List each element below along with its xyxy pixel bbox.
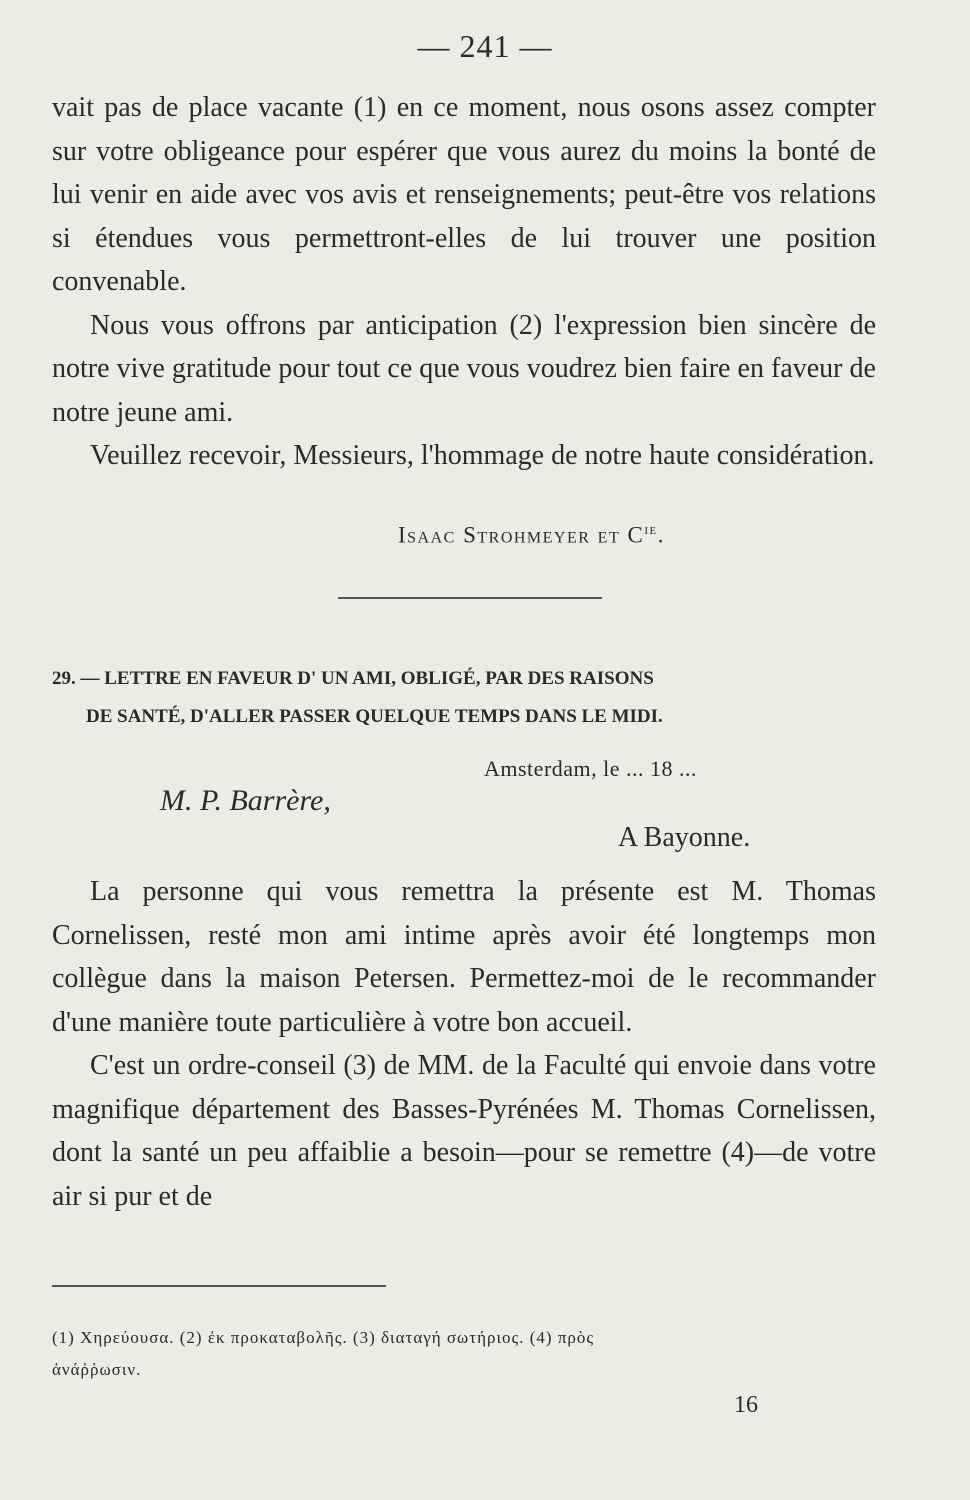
letter1-paragraph-1: vait pas de place vacante (1) en ce moment, nous osons assez compter sur votre obligeance pour espérer que vous aurez du moins la bonté de lui venir en aide avec vos avis et renseignements; peut-être vos relations si étendues vous permettront-elles de lui trouver une position convenable. — [52, 92, 876, 297]
letter2-paragraph-1: La personne qui vous remettra la présente est M. Thomas Cornelissen, resté mon ami intime après avoir été longtemps mon collègue dans la maison Petersen. Permettez-moi de le recommander d'une manière toute particulière à votre bon accueil. — [52, 876, 876, 1038]
page-number-top: — 241 — — [417, 28, 553, 64]
letter2-city: A Bayonne. — [618, 822, 751, 853]
letter1-signature — [398, 522, 665, 549]
footnote-line-1: (1) Χηρεύουσα. (2) ἐκ προκαταβολῆς. (3) διαταγή σωτήριος. (4) πρὸς — [52, 1328, 595, 1347]
letter1-body — [52, 86, 876, 478]
signature-superscript: ie — [644, 522, 658, 538]
footnote-line-2: ἀνάῤῥωσιν. — [52, 1360, 142, 1379]
letter1-paragraph-2: Nous vous offrons par anticipation (2) l'expression bien sincère de notre vive gratitude pour tout ce que vous voudrez bien faire en faveur de notre jeune ami. — [52, 309, 876, 428]
letter2-heading-line-2: DE SANTÉ, D'ALLER PASSER QUELQUE TEMPS DANS LE MIDI. — [86, 706, 663, 727]
letter2-heading-line-1: 29. — LETTRE EN FAVEUR D' UN AMI, OBLIGÉ, PAR DES RAISONS — [52, 668, 654, 689]
section-divider — [338, 597, 602, 599]
letter2-paragraph-2: C'est un ordre-conseil (3) de MM. de la Faculté qui envoie dans votre magnifique département des Basses-Pyrénées M. Thomas Cornelissen, dont la santé un peu affaiblie a besoin—pour se remettre (4)—de votre air si pur et de — [52, 1050, 876, 1212]
signature-mark: 16 — [734, 1392, 758, 1418]
letter2-dateline: Amsterdam, le ... 18 ... — [484, 756, 698, 781]
signature-name: Isaac Strohmeyer et C — [398, 522, 645, 548]
letter2-addressee: M. P. Barrère, — [160, 784, 331, 817]
letter2-heading — [52, 660, 876, 736]
signature-period: . — [657, 522, 665, 548]
letter2-body — [52, 870, 876, 1218]
footnote-divider — [52, 1285, 386, 1287]
footnotes — [52, 1322, 876, 1386]
letter1-paragraph-3: Veuillez recevoir, Messieurs, l'hommage de notre haute considération. — [90, 440, 875, 471]
